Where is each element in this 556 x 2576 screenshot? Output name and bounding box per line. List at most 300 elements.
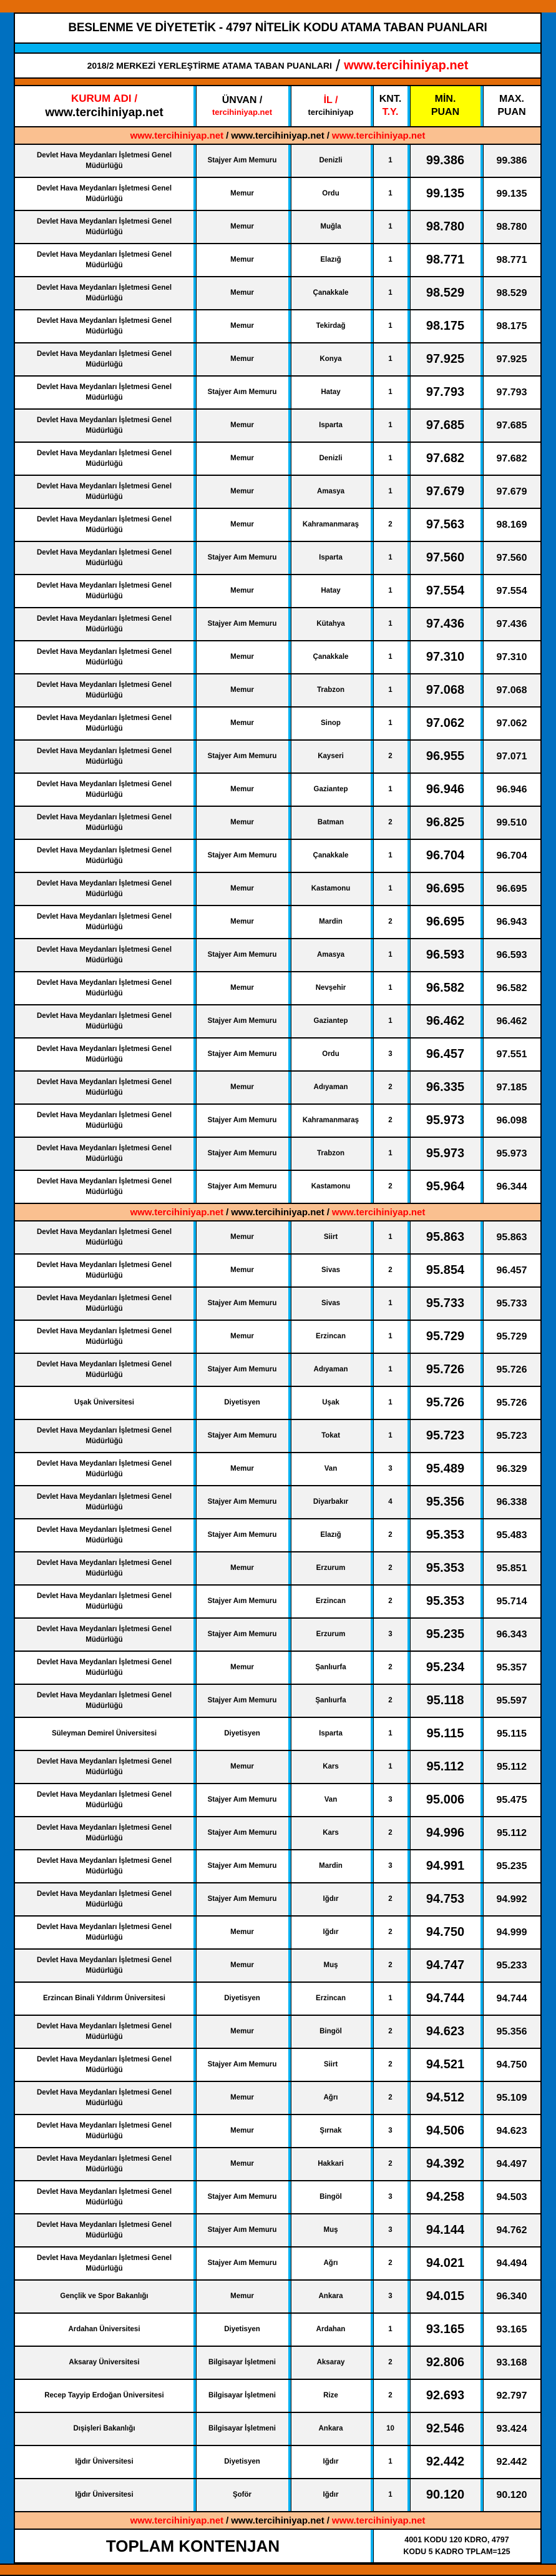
cell-il: Çanakkale: [288, 277, 371, 309]
table-row: [15, 178, 540, 211]
cell-knt: 2: [371, 1917, 407, 1948]
cell-min-puan: 95.733: [407, 1288, 480, 1320]
separator-link-2[interactable]: www.tercihiniyap.net: [231, 1207, 324, 1218]
cell-min-puan: 95.353: [407, 1552, 480, 1584]
table-row: [15, 476, 540, 509]
cell-max-puan: 90.120: [480, 2479, 540, 2511]
cell-kurum: Devlet Hava Meydanları İşletmesi Genel Müdürlüğü: [36, 1144, 172, 1163]
table-row: [15, 244, 540, 277]
table-row: [15, 310, 540, 343]
cell-knt: 2: [371, 1817, 407, 1849]
table-row: [15, 1917, 540, 1950]
cell-il: Erzurum: [288, 1552, 371, 1584]
cell-knt: 1: [371, 277, 407, 309]
cell-knt: 4: [371, 1486, 407, 1518]
separator-link-1[interactable]: www.tercihiniyap.net: [130, 130, 224, 141]
cell-min-puan: 97.062: [407, 708, 480, 739]
cell-unvan: Stajyer Aım Memuru: [193, 1817, 288, 1849]
cell-il: Diyarbakır: [288, 1486, 371, 1518]
cell-unvan: Memur: [193, 575, 288, 607]
cell-knt: 1: [371, 641, 407, 673]
cell-knt: 1: [371, 211, 407, 243]
cell-max-puan: 97.682: [480, 443, 540, 475]
cell-kurum: Recep Tayyip Erdoğan Üniversitesi: [44, 2392, 164, 2400]
cell-il: Nevşehir: [288, 972, 371, 1004]
table-row: [15, 2314, 540, 2347]
cell-max-puan: 94.992: [480, 1883, 540, 1915]
cell-il: Iğdır: [288, 2479, 371, 2511]
cell-kurum: Devlet Hava Meydanları İşletmesi Genel Müdürlüğü: [36, 2088, 172, 2107]
table-row: [15, 1586, 540, 1619]
header-max-line1: MAX.: [499, 94, 524, 105]
cell-min-puan: 95.489: [407, 1453, 480, 1485]
cell-min-puan: 99.386: [407, 145, 480, 177]
header-unvan-line1: ÜNVAN /: [222, 95, 263, 106]
cell-max-puan: 97.062: [480, 708, 540, 739]
cell-min-puan: 96.955: [407, 741, 480, 772]
cell-il: Amasya: [288, 476, 371, 508]
cell-il: Erzurum: [288, 1619, 371, 1651]
cell-unvan: Memur: [193, 443, 288, 475]
cell-il: Kayseri: [288, 741, 371, 772]
cell-min-puan: 95.726: [407, 1387, 480, 1419]
cell-unvan: Stajyer Aım Memuru: [193, 2214, 288, 2246]
cell-knt: 2: [371, 807, 407, 839]
table-row: [15, 2479, 540, 2512]
cell-unvan: Memur: [193, 1652, 288, 1684]
site-separator: [15, 2512, 540, 2530]
separator-slash: /: [326, 130, 329, 141]
cell-il: Denizli: [288, 145, 371, 177]
cell-kurum: Süleyman Demirel Üniversitesi: [51, 1730, 157, 1738]
cell-min-puan: 92.442: [407, 2446, 480, 2478]
cell-min-puan: 94.144: [407, 2214, 480, 2246]
cell-kurum: Devlet Hava Meydanları İşletmesi Genel Müdürlüğü: [36, 1823, 172, 1842]
table-row: [15, 443, 540, 476]
cell-il: Kastamonu: [288, 1171, 371, 1203]
cell-kurum: Devlet Hava Meydanları İşletmesi Genel Müdürlüğü: [36, 1111, 172, 1130]
cell-il: Iğdır: [288, 1883, 371, 1915]
cell-max-puan: 96.098: [480, 1105, 540, 1137]
separator-slash: /: [226, 2515, 229, 2526]
cell-max-puan: 97.554: [480, 575, 540, 607]
table-row: [15, 1817, 540, 1850]
cell-max-puan: 95.726: [480, 1387, 540, 1419]
separator-slash: /: [326, 1207, 329, 1218]
cell-unvan: Stajyer Aım Memuru: [193, 1420, 288, 1452]
table-row: [15, 1420, 540, 1453]
cell-unvan: Stajyer Aım Memuru: [193, 1288, 288, 1320]
cell-kurum: Devlet Hava Meydanları İşletmesi Genel Müdürlüğü: [36, 1327, 172, 1346]
cell-unvan: Memur: [193, 2115, 288, 2147]
table-row: [15, 1255, 540, 1288]
header-kurum-line2: www.tercihiniyap.net: [45, 106, 163, 119]
cell-kurum: Ardahan Üniversitesi: [68, 2326, 140, 2334]
cell-il: Erzincan: [288, 1586, 371, 1617]
cell-min-puan: 90.120: [407, 2479, 480, 2511]
table-row: [15, 145, 540, 178]
table-row: [15, 2148, 540, 2181]
cell-max-puan: 97.436: [480, 608, 540, 640]
table-row: [15, 1321, 540, 1354]
header-knt: [371, 86, 407, 126]
cell-max-puan: 95.112: [480, 1751, 540, 1783]
cell-unvan: Stajyer Aım Memuru: [193, 1486, 288, 1518]
cell-kurum: Iğdır Üniversitesi: [75, 2491, 134, 2499]
cell-knt: 3: [371, 1619, 407, 1651]
separator-slash: /: [226, 1207, 229, 1218]
cell-kurum: Devlet Hava Meydanları İşletmesi Genel Müdürlüğü: [36, 1294, 172, 1313]
cell-max-puan: 96.943: [480, 906, 540, 938]
header-il-line1: İL /: [323, 95, 338, 106]
subtitle-slash: /: [335, 56, 341, 75]
cell-kurum: Devlet Hava Meydanları İşletmesi Genel Müdürlüğü: [36, 648, 172, 666]
cell-il: Aksaray: [288, 2347, 371, 2379]
cell-knt: 1: [371, 1354, 407, 1386]
cell-il: Çanakkale: [288, 840, 371, 872]
separator-link-2[interactable]: www.tercihiniyap.net: [231, 2515, 324, 2526]
cell-max-puan: 97.793: [480, 377, 540, 408]
table-row: [15, 972, 540, 1005]
cell-knt: 1: [371, 972, 407, 1004]
cell-knt: 2: [371, 2049, 407, 2081]
cell-knt: 1: [371, 840, 407, 872]
table-row: [15, 1784, 540, 1817]
score-table: [14, 12, 542, 2564]
cell-il: Denizli: [288, 443, 371, 475]
cell-knt: 2: [371, 2148, 407, 2180]
cell-max-puan: 95.235: [480, 1850, 540, 1882]
cell-kurum: Devlet Hava Meydanları İşletmesi Genel Müdürlüğü: [36, 1360, 172, 1379]
cell-il: Ağrı: [288, 2082, 371, 2114]
cell-il: Hakkari: [288, 2148, 371, 2180]
separator-link-2[interactable]: www.tercihiniyap.net: [231, 130, 324, 141]
cell-max-puan: 99.510: [480, 807, 540, 839]
table-row: [15, 1171, 540, 1204]
cell-min-puan: 94.258: [407, 2181, 480, 2213]
table-row: [15, 1486, 540, 1519]
cell-unvan: Stajyer Aım Memuru: [193, 2248, 288, 2279]
cell-min-puan: 95.234: [407, 1652, 480, 1684]
cell-min-puan: 94.744: [407, 1983, 480, 2015]
cell-unvan: Memur: [193, 674, 288, 706]
table-row: [15, 2049, 540, 2082]
separator-link-3[interactable]: www.tercihiniyap.net: [331, 1207, 426, 1218]
cell-il: Iğdır: [288, 1917, 371, 1948]
cell-min-puan: 98.529: [407, 277, 480, 309]
cell-unvan: Stajyer Aım Memuru: [193, 1619, 288, 1651]
cell-kurum: Devlet Hava Meydanları İşletmesi Genel Müdürlüğü: [36, 879, 172, 898]
cell-knt: 1: [371, 1321, 407, 1353]
cell-unvan: Stajyer Aım Memuru: [193, 1039, 288, 1070]
cell-max-puan: 98.169: [480, 509, 540, 541]
cell-unvan: Bilgisayar İşletmeni: [193, 2413, 288, 2445]
cell-min-puan: 96.946: [407, 774, 480, 806]
cell-min-puan: 94.750: [407, 1917, 480, 1948]
cell-min-puan: 95.353: [407, 1586, 480, 1617]
cell-max-puan: 98.529: [480, 277, 540, 309]
table-row: [15, 1950, 540, 1983]
cell-max-puan: 97.310: [480, 641, 540, 673]
cell-knt: 3: [371, 2115, 407, 2147]
cell-kurum: Devlet Hava Meydanları İşletmesi Genel Müdürlüğü: [36, 747, 172, 766]
table-row: [15, 1288, 540, 1321]
cell-unvan: Memur: [193, 1751, 288, 1783]
table-row: [15, 873, 540, 906]
cell-unvan: Memur: [193, 244, 288, 276]
cell-min-puan: 94.991: [407, 1850, 480, 1882]
table-row: [15, 1883, 540, 1917]
cell-il: Elazığ: [288, 244, 371, 276]
cell-max-puan: 94.999: [480, 1917, 540, 1948]
table-row: [15, 509, 540, 542]
table-row: [15, 2082, 540, 2115]
cell-kurum: Devlet Hava Meydanları İşletmesi Genel Müdürlüğü: [36, 250, 172, 269]
cell-kurum: Devlet Hava Meydanları İşletmesi Genel Müdürlüğü: [36, 383, 172, 402]
cell-knt: 1: [371, 1983, 407, 2015]
cell-max-puan: 95.115: [480, 1718, 540, 1750]
cell-knt: 2: [371, 1586, 407, 1617]
cell-knt: 2: [371, 1072, 407, 1103]
cell-kurum: Devlet Hava Meydanları İşletmesi Genel Müdürlüğü: [36, 1658, 172, 1677]
cell-kurum: Devlet Hava Meydanları İşletmesi Genel Müdürlüğü: [36, 1691, 172, 1710]
table-row: [15, 2347, 540, 2380]
cell-unvan: Bilgisayar İşletmeni: [193, 2347, 288, 2379]
cell-unvan: Stajyer Aım Memuru: [193, 1685, 288, 1717]
cell-il: Ordu: [288, 1039, 371, 1070]
header-max: [480, 86, 540, 126]
table-row: [15, 840, 540, 873]
cell-kurum: Devlet Hava Meydanları İşletmesi Genel Müdürlüğü: [36, 1045, 172, 1063]
cell-kurum: Devlet Hava Meydanları İşletmesi Genel Müdürlüğü: [36, 548, 172, 567]
cell-max-puan: 96.344: [480, 1171, 540, 1203]
cell-kurum: Devlet Hava Meydanları İşletmesi Genel Müdürlüğü: [36, 2022, 172, 2041]
cell-kurum: Devlet Hava Meydanları İşletmesi Genel Müdürlüğü: [36, 2254, 172, 2273]
cell-kurum: Devlet Hava Meydanları İşletmesi Genel Müdürlüğü: [36, 284, 172, 302]
cell-max-puan: 97.925: [480, 343, 540, 375]
cell-max-puan: 94.503: [480, 2181, 540, 2213]
cell-knt: 3: [371, 2214, 407, 2246]
cell-max-puan: 94.623: [480, 2115, 540, 2147]
table-row: [15, 2413, 540, 2446]
cell-il: Hatay: [288, 377, 371, 408]
cell-max-puan: 94.750: [480, 2049, 540, 2081]
table-row: [15, 1072, 540, 1105]
table-row: [15, 575, 540, 608]
cell-kurum: Devlet Hava Meydanları İşletmesi Genel Müdürlüğü: [36, 979, 172, 997]
separator-link-3[interactable]: www.tercihiniyap.net: [331, 2515, 426, 2526]
table-row: [15, 1751, 540, 1784]
table-row: [15, 708, 540, 741]
separator-slash: /: [326, 2515, 329, 2526]
cell-min-puan: 95.112: [407, 1751, 480, 1783]
cell-il: Amasya: [288, 939, 371, 971]
table-row: [15, 641, 540, 674]
cell-max-puan: 97.685: [480, 410, 540, 442]
table-header: [15, 86, 540, 127]
cell-min-puan: 95.235: [407, 1619, 480, 1651]
table-row: [15, 1519, 540, 1552]
cell-knt: 1: [371, 145, 407, 177]
cell-min-puan: 98.780: [407, 211, 480, 243]
cell-knt: 3: [371, 1784, 407, 1816]
cell-unvan: Stajyer Aım Memuru: [193, 1171, 288, 1203]
cell-knt: 1: [371, 575, 407, 607]
cell-kurum: Devlet Hava Meydanları İşletmesi Genel Müdürlüğü: [36, 2055, 172, 2074]
cell-unvan: Memur: [193, 211, 288, 243]
cell-min-puan: 95.353: [407, 1519, 480, 1551]
cell-il: Şanlıurfa: [288, 1685, 371, 1717]
separator-link-1[interactable]: www.tercihiniyap.net: [130, 1207, 224, 1218]
cell-max-puan: 96.340: [480, 2281, 540, 2312]
table-row: [15, 1983, 540, 2016]
table-body-part2: [15, 1221, 540, 2512]
cell-il: Erzincan: [288, 1321, 371, 1353]
cell-knt: 1: [371, 1718, 407, 1750]
table-row: [15, 1652, 540, 1685]
total-row: [15, 2530, 540, 2564]
cell-unvan: Stajyer Aım Memuru: [193, 840, 288, 872]
cell-il: Ankara: [288, 2281, 371, 2312]
cell-kurum: Devlet Hava Meydanları İşletmesi Genel Müdürlüğü: [36, 912, 172, 931]
cell-unvan: Stajyer Aım Memuru: [193, 1354, 288, 1386]
cell-il: Hatay: [288, 575, 371, 607]
cell-kurum: Devlet Hava Meydanları İşletmesi Genel Müdürlüğü: [36, 1526, 172, 1544]
cell-knt: 2: [371, 906, 407, 938]
cell-min-puan: 97.436: [407, 608, 480, 640]
cell-kurum: Devlet Hava Meydanları İşletmesi Genel Müdürlüğü: [36, 2221, 172, 2239]
cell-knt: 1: [371, 708, 407, 739]
cell-kurum: Devlet Hava Meydanları İşletmesi Genel Müdürlüğü: [36, 1757, 172, 1776]
cell-max-puan: 92.442: [480, 2446, 540, 2478]
cell-knt: 1: [371, 244, 407, 276]
cell-min-puan: 95.006: [407, 1784, 480, 1816]
table-row: [15, 410, 540, 443]
cell-max-puan: 92.797: [480, 2380, 540, 2412]
cell-il: Mardin: [288, 1850, 371, 1882]
cell-knt: 1: [371, 1221, 407, 1253]
header-il: [288, 86, 371, 126]
table-row: [15, 1005, 540, 1039]
cell-unvan: Stajyer Aım Memuru: [193, 542, 288, 574]
cell-min-puan: 94.021: [407, 2248, 480, 2279]
cell-knt: 2: [371, 2380, 407, 2412]
cell-max-puan: 95.356: [480, 2016, 540, 2048]
cell-il: Muğla: [288, 211, 371, 243]
cell-min-puan: 96.825: [407, 807, 480, 839]
table-row: [15, 1453, 540, 1486]
cell-il: Iğdır: [288, 2446, 371, 2478]
cell-unvan: Stajyer Aım Memuru: [193, 2049, 288, 2081]
cell-unvan: Memur: [193, 906, 288, 938]
cell-min-puan: 94.506: [407, 2115, 480, 2147]
cell-knt: 3: [371, 1850, 407, 1882]
cell-min-puan: 94.996: [407, 1817, 480, 1849]
cell-max-puan: 97.560: [480, 542, 540, 574]
subtitle-text: 2018/2 MERKEZİ YERLEŞTİRME ATAMA TABAN PUANLARI: [87, 61, 332, 71]
cell-knt: 3: [371, 2281, 407, 2312]
cell-unvan: Memur: [193, 410, 288, 442]
cell-min-puan: 96.593: [407, 939, 480, 971]
cell-kurum: Devlet Hava Meydanları İşletmesi Genel Müdürlüğü: [36, 217, 172, 236]
cell-kurum: Devlet Hava Meydanları İşletmesi Genel Müdürlüğü: [36, 317, 172, 335]
cell-il: Isparta: [288, 410, 371, 442]
table-row: [15, 1685, 540, 1718]
header-unvan: [193, 86, 288, 126]
cell-min-puan: 95.729: [407, 1321, 480, 1353]
cell-kurum: Devlet Hava Meydanları İşletmesi Genel Müdürlüğü: [36, 1012, 172, 1030]
subtitle-site-link[interactable]: www.tercihiniyap.net: [344, 58, 469, 72]
cell-unvan: Memur: [193, 343, 288, 375]
cell-max-puan: 94.494: [480, 2248, 540, 2279]
cell-unvan: Stajyer Aım Memuru: [193, 1138, 288, 1170]
cell-knt: 1: [371, 1138, 407, 1170]
cell-max-puan: 95.733: [480, 1288, 540, 1320]
cell-max-puan: 97.185: [480, 1072, 540, 1103]
cell-knt: 1: [371, 2314, 407, 2346]
table-body-part1: [15, 145, 540, 1204]
cell-max-puan: 96.329: [480, 1453, 540, 1485]
separator-link-1[interactable]: www.tercihiniyap.net: [130, 2515, 224, 2526]
cell-knt: 2: [371, 2016, 407, 2048]
cell-min-puan: 94.753: [407, 1883, 480, 1915]
cell-max-puan: 94.744: [480, 1983, 540, 2015]
cell-max-puan: 96.457: [480, 1255, 540, 1286]
total-value-line1: 4001 KODU 120 KDRO, 4797: [404, 2535, 509, 2544]
cell-il: Van: [288, 1453, 371, 1485]
cell-il: Batman: [288, 807, 371, 839]
bottom-orange-band: [0, 2564, 556, 2576]
cell-knt: 10: [371, 2413, 407, 2445]
cell-min-puan: 95.964: [407, 1171, 480, 1203]
cell-max-puan: 96.462: [480, 1005, 540, 1037]
total-label: TOPLAM KONTENJAN: [105, 2536, 280, 2555]
cell-il: Sinop: [288, 708, 371, 739]
header-min-line1: MİN.: [434, 94, 456, 105]
header-max-line2: PUAN: [497, 107, 526, 117]
cell-unvan: Memur: [193, 310, 288, 342]
cell-unvan: Stajyer Aım Memuru: [193, 145, 288, 177]
cell-max-puan: 95.714: [480, 1586, 540, 1617]
cell-kurum: Devlet Hava Meydanları İşletmesi Genel Müdürlüğü: [36, 416, 172, 435]
cell-min-puan: 95.723: [407, 1420, 480, 1452]
table-row: [15, 1552, 540, 1586]
cell-max-puan: 93.165: [480, 2314, 540, 2346]
cell-il: Siirt: [288, 1221, 371, 1253]
cell-il: Elazığ: [288, 1519, 371, 1551]
cell-kurum: Devlet Hava Meydanları İşletmesi Genel Müdürlüğü: [36, 1493, 172, 1511]
cell-knt: 1: [371, 1288, 407, 1320]
separator-link-3[interactable]: www.tercihiniyap.net: [331, 130, 426, 141]
table-row: [15, 211, 540, 244]
cell-kurum: Devlet Hava Meydanları İşletmesi Genel Müdürlüğü: [36, 714, 172, 733]
cell-max-puan: 96.343: [480, 1619, 540, 1651]
cell-knt: 1: [371, 1005, 407, 1037]
cell-knt: 1: [371, 2446, 407, 2478]
cell-knt: 1: [371, 178, 407, 210]
cell-knt: 2: [371, 2347, 407, 2379]
cell-kurum: Devlet Hava Meydanları İşletmesi Genel Müdürlüğü: [36, 1625, 172, 1644]
cell-min-puan: 95.726: [407, 1354, 480, 1386]
cell-max-puan: 95.729: [480, 1321, 540, 1353]
cell-knt: 1: [371, 608, 407, 640]
cell-il: Kars: [288, 1751, 371, 1783]
cell-max-puan: 95.597: [480, 1685, 540, 1717]
cell-knt: 2: [371, 2082, 407, 2114]
cell-il: Ankara: [288, 2413, 371, 2445]
header-il-line2: tercihiniyap: [308, 107, 354, 117]
cell-unvan: Diyetisyen: [193, 2446, 288, 2478]
